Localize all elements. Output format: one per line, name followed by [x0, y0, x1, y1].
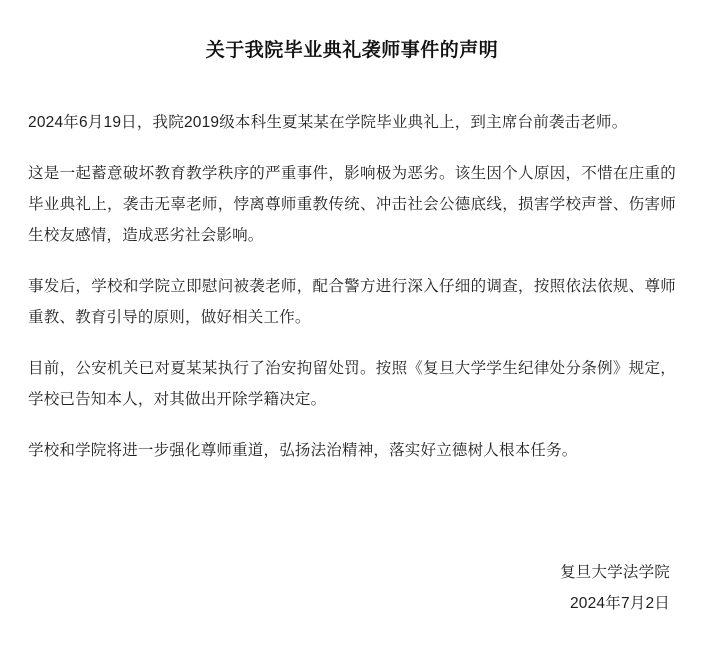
paragraph: 事发后，学校和学院立即慰问被袭老师，配合警方进行深入仔细的调查，按照依法依规、尊师重教、教育引导的原则，做好相关工作。 — [28, 277, 676, 326]
page-title: 关于我院毕业典礼袭师事件的声明 — [205, 40, 499, 61]
paragraph: 目前，公安机关已对夏某某执行了治安拘留处罚。按照《复旦大学学生纪律处分条例》规定，学校已告知本人，对其做出开除学籍决定。 — [28, 359, 676, 408]
signature-block — [28, 557, 676, 633]
paragraph: 学校和学院将进一步强化尊师重道，弘扬法治精神，落实好立德树人根本任务。 — [28, 441, 578, 459]
signature-organization: 复旦大学法学院 — [560, 564, 670, 581]
paragraph: 这是一起蓄意破坏教育教学秩序的严重事件，影响极为恶劣。该生因个人原因，不惜在庄重的毕业典礼上，袭击无辜老师，悖离尊师重教传统、冲击社会公德底线，损害学校声誉、伤害师生校友感情，造成恶劣社会影响。 — [28, 164, 676, 244]
paragraph: 2024年6月19日，我院2019级本科生夏某某在学院毕业典礼上，到主席台前袭击老师。 — [28, 113, 628, 131]
signature-date: 2024年7月2日 — [569, 595, 670, 612]
document-body — [28, 107, 676, 466]
